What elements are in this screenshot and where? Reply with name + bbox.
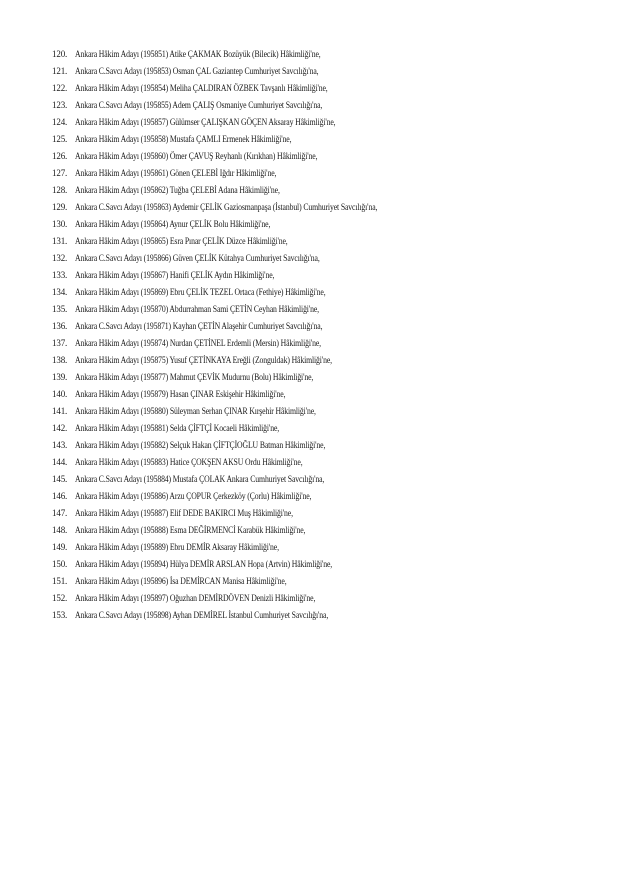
entry-number: 138. — [52, 355, 68, 365]
entry-number: 122. — [52, 83, 68, 93]
entry-number: 130. — [52, 219, 68, 229]
entry-text: Ankara Hâkim Adayı (195886) Arzu ÇOPUR Çerkezköy (Çorlu) Hâkimliği'ne, — [75, 491, 312, 501]
list-item — [52, 46, 612, 63]
entry-text: Ankara C.Savcı Adayı (195871) Kayhan ÇETİN Alaşehir Cumhuriyet Savcılığı'na, — [75, 321, 323, 331]
entry-text: Ankara Hâkim Adayı (195896) İsa DEMİRCAN Manisa Hâkimliği'ne, — [75, 576, 287, 586]
entry-text: Ankara C.Savcı Adayı (195898) Ayhan DEMİREL İstanbul Cumhuriyet Savcılığı'na, — [75, 610, 329, 620]
list-item — [52, 369, 612, 386]
list-item — [52, 182, 612, 199]
entry-text: Ankara Hâkim Adayı (195858) Mustafa ÇAMLI Ermenek Hâkimliği'ne, — [75, 134, 292, 144]
entry-text: Ankara Hâkim Adayı (195881) Selda ÇİFTÇİ Kocaeli Hâkimliği'ne, — [75, 423, 280, 433]
entry-number: 149. — [52, 542, 68, 552]
entry-text: Ankara C.Savcı Adayı (195853) Osman ÇAL Gaziantep Cumhuriyet Savcılığı'na, — [75, 66, 319, 76]
list-item — [52, 403, 612, 420]
entry-text: Ankara Hâkim Adayı (195867) Hanifi ÇELİK Aydın Hâkimliği'ne, — [75, 270, 275, 280]
list-item — [52, 80, 612, 97]
entry-number: 148. — [52, 525, 68, 535]
list-item — [52, 573, 612, 590]
list-item — [52, 590, 612, 607]
entry-number: 123. — [52, 100, 68, 110]
entry-text: Ankara Hâkim Adayı (195889) Ebru DEMİR Aksaray Hâkimliği'ne, — [75, 542, 279, 552]
list-item — [52, 607, 612, 624]
entry-text: Ankara Hâkim Adayı (195851) Atike ÇAKMAK Bozüyük (Bilecik) Hâkimliği'ne, — [75, 49, 321, 59]
list-item — [52, 437, 612, 454]
entry-number: 153. — [52, 610, 68, 620]
entry-text: Ankara Hâkim Adayı (195870) Abdurrahman Sami ÇETİN Ceyhan Hâkimliği'ne, — [75, 304, 319, 314]
entry-number: 137. — [52, 338, 68, 348]
entry-number: 134. — [52, 287, 68, 297]
entry-number: 125. — [52, 134, 68, 144]
list-item — [52, 63, 612, 80]
entry-text: Ankara Hâkim Adayı (195862) Tuğba ÇELEBİ Adana Hâkimliği'ne, — [75, 185, 280, 195]
entry-number: 142. — [52, 423, 68, 433]
entry-number: 133. — [52, 270, 68, 280]
entry-number: 128. — [52, 185, 68, 195]
list-item — [52, 522, 612, 539]
list-item — [52, 420, 612, 437]
entry-text: Ankara Hâkim Adayı (195864) Aynur ÇELİK Bolu Hâkimliği'ne, — [75, 219, 271, 229]
entry-text: Ankara Hâkim Adayı (195897) Oğuzhan DEMİRDÖVEN Denizli Hâkimliği'ne, — [75, 593, 316, 603]
entry-number: 126. — [52, 151, 68, 161]
list-item — [52, 267, 612, 284]
list-item — [52, 148, 612, 165]
entry-number: 141. — [52, 406, 68, 416]
entry-number: 129. — [52, 202, 68, 212]
entry-number: 139. — [52, 372, 68, 382]
entry-text: Ankara Hâkim Adayı (195880) Süleyman Serhan ÇINAR Kırşehir Hâkimliği'ne, — [75, 406, 316, 416]
list-item — [52, 386, 612, 403]
list-item — [52, 556, 612, 573]
entry-text: Ankara Hâkim Adayı (195875) Yusuf ÇETİNKAYA Ereğli (Zonguldak) Hâkimliği'ne, — [75, 355, 332, 365]
entry-number: 132. — [52, 253, 68, 263]
list-item — [52, 352, 612, 369]
entry-text: Ankara Hâkim Adayı (195882) Selçuk Hakan ÇİFTÇİOĞLU Batman Hâkimliği'ne, — [75, 440, 326, 450]
list-item — [52, 335, 612, 352]
entry-text: Ankara Hâkim Adayı (195877) Mahmut ÇEVİK Mudurnu (Bolu) Hâkimliği'ne, — [75, 372, 314, 382]
list-item — [52, 165, 612, 182]
entry-number: 144. — [52, 457, 68, 467]
list-item — [52, 216, 612, 233]
entry-text: Ankara C.Savcı Adayı (195884) Mustafa ÇOLAK Ankara Cumhuriyet Savcılığı'na, — [75, 474, 325, 484]
entry-text: Ankara Hâkim Adayı (195865) Esra Pınar ÇELİK Düzce Hâkimliği'ne, — [75, 236, 288, 246]
entry-text: Ankara C.Savcı Adayı (195863) Aydemir ÇELİK Gaziosmanpaşa (İstanbul) Cumhuriyet Savcılığı'na, — [75, 202, 378, 212]
entry-number: 120. — [52, 49, 68, 59]
entry-text: Ankara C.Savcı Adayı (195855) Adem ÇALIŞ Osmaniye Cumhuriyet Savcılığı'na, — [75, 100, 323, 110]
entry-text: Ankara Hâkim Adayı (195888) Esma DEĞİRMENCİ Karabük Hâkimliği'ne, — [75, 525, 306, 535]
entry-text: Ankara Hâkim Adayı (195861) Gönen ÇELEBİ Iğdır Hâkimliği'ne, — [75, 168, 277, 178]
entry-number: 124. — [52, 117, 68, 127]
entry-text: Ankara Hâkim Adayı (195860) Ömer ÇAVUŞ Reyhanlı (Kırıkhan) Hâkimliği'ne, — [75, 151, 318, 161]
list-item — [52, 454, 612, 471]
list-item — [52, 114, 612, 131]
list-item — [52, 97, 612, 114]
list-item — [52, 131, 612, 148]
entry-number: 146. — [52, 491, 68, 501]
list-item — [52, 318, 612, 335]
list-item — [52, 199, 612, 216]
entry-number: 145. — [52, 474, 68, 484]
entry-number: 136. — [52, 321, 68, 331]
entry-number: 150. — [52, 559, 68, 569]
entry-number: 147. — [52, 508, 68, 518]
entry-text: Ankara Hâkim Adayı (195887) Elif DEDE BAKIRCI Muş Hâkimliği'ne, — [75, 508, 293, 518]
appointment-list — [52, 46, 612, 624]
entry-text: Ankara Hâkim Adayı (195879) Hasan ÇINAR Eskişehir Hâkimliği'ne, — [75, 389, 286, 399]
entry-text: Ankara Hâkim Adayı (195874) Nurdan ÇETİNEL Erdemli (Mersin) Hâkimliği'ne, — [75, 338, 321, 348]
list-item — [52, 488, 612, 505]
list-item — [52, 539, 612, 556]
entry-text: Ankara Hâkim Adayı (195894) Hülya DEMİR ARSLAN Hopa (Artvin) Hâkimliği'ne, — [75, 559, 333, 569]
entry-number: 143. — [52, 440, 68, 450]
entry-number: 152. — [52, 593, 68, 603]
list-item — [52, 505, 612, 522]
entry-text: Ankara Hâkim Adayı (195869) Ebru ÇELİK TEZEL Ortaca (Fethiye) Hâkimliği'ne, — [75, 287, 326, 297]
entry-text: Ankara C.Savcı Adayı (195866) Güven ÇELİK Kütahya Cumhuriyet Savcılığı'na, — [75, 253, 320, 263]
list-item — [52, 471, 612, 488]
list-item — [52, 250, 612, 267]
entry-text: Ankara Hâkim Adayı (195854) Meliha ÇALDIRAN ÖZBEK Tavşanlı Hâkimliği'ne, — [75, 83, 328, 93]
entry-number: 131. — [52, 236, 68, 246]
list-item — [52, 233, 612, 250]
list-item — [52, 301, 612, 318]
entry-number: 151. — [52, 576, 68, 586]
entry-text: Ankara Hâkim Adayı (195857) Gülümser ÇALIŞKAN GÖÇEN Aksaray Hâkimliği'ne, — [75, 117, 336, 127]
entry-number: 127. — [52, 168, 68, 178]
entry-text: Ankara Hâkim Adayı (195883) Hatice ÇOKŞEN AKSU Ordu Hâkimliği'ne, — [75, 457, 303, 467]
entry-number: 121. — [52, 66, 68, 76]
list-item — [52, 284, 612, 301]
entry-number: 140. — [52, 389, 68, 399]
entry-number: 135. — [52, 304, 68, 314]
